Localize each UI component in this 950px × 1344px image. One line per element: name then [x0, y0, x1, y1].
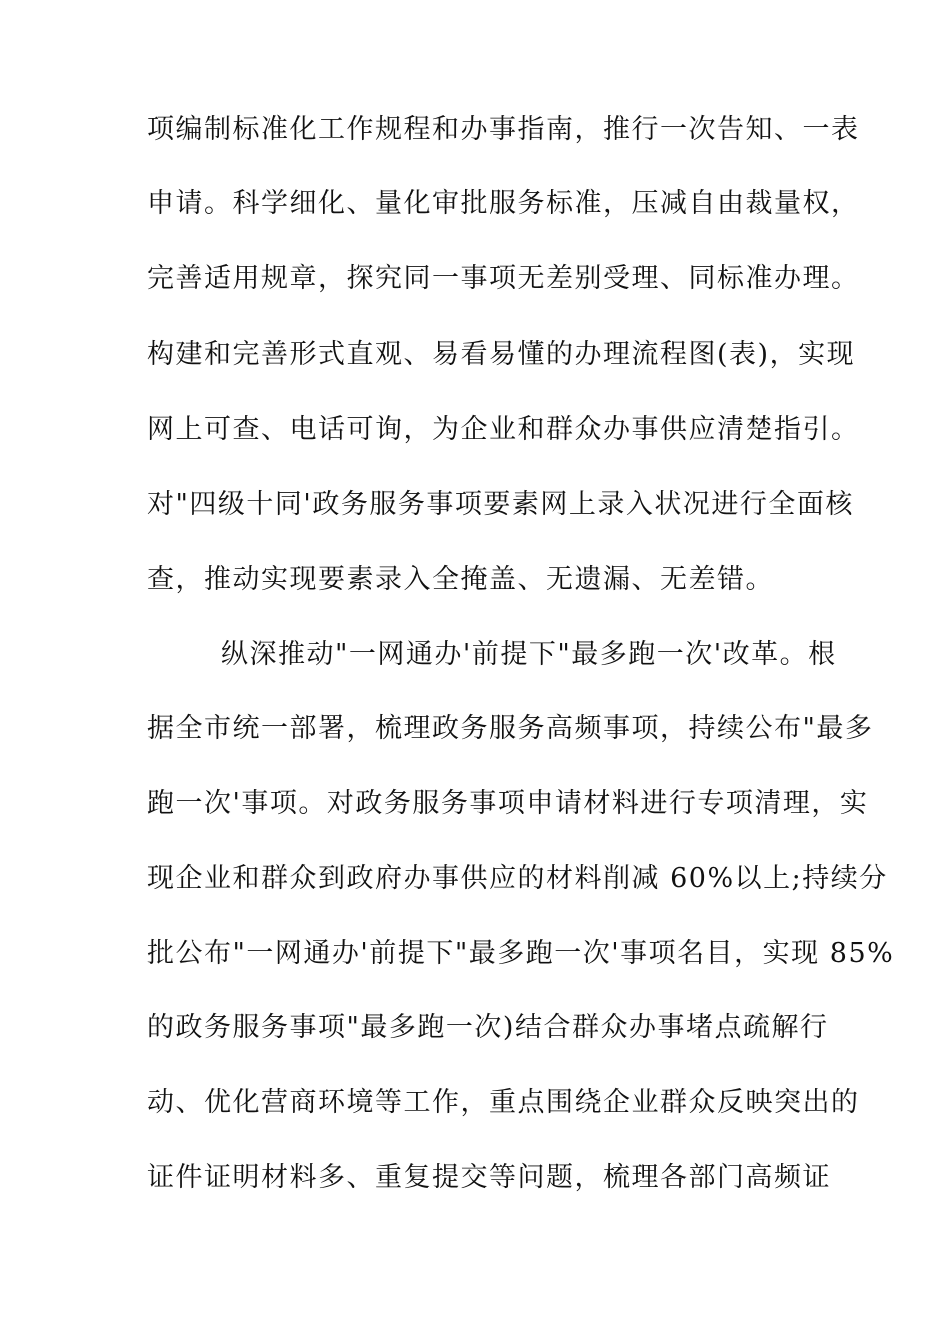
text-line: 网上可查、电话可询，为企业和群众办事供应清楚指引。	[147, 414, 860, 445]
text-line: 查，推动实现要素录入全掩盖、无遗漏、无差错。	[147, 564, 774, 595]
text-line: 据全市统一部署，梳理政务服务高频事项，持续公布"最多	[147, 713, 874, 744]
text-line: 对"四级十同'政务服务事项要素网上录入状况进行全面核	[147, 489, 854, 520]
text-line: 证件证明材料多、重复提交等问题，梳理各部门高频证	[147, 1162, 831, 1193]
paragraph-first-line: 纵深推动"一网通办'前提下"最多跑一次'改革。根	[221, 639, 837, 670]
text-line: 完善适用规章，探究同一事项无差别受理、同标准办理。	[147, 263, 860, 294]
text-line: 项编制标准化工作规程和办事指南，推行一次告知、一表	[147, 114, 860, 145]
text-line: 批公布"一网通办'前提下"最多跑一次'事项名目，实现 85%	[147, 938, 895, 969]
text-line: 申请。科学细化、量化审批服务标准，压减自由裁量权，	[147, 188, 860, 219]
text-line: 构建和完善形式直观、易看易懂的办理流程图(表)，实现	[147, 339, 856, 370]
text-line: 跑一次'事项。对政务服务事项申请材料进行专项清理，实	[147, 788, 869, 819]
text-line: 动、优化营商环境等工作，重点围绕企业群众反映突出的	[147, 1087, 860, 1118]
text-line: 的政务服务事项"最多跑一次)结合群众办事堵点疏解行	[147, 1012, 829, 1043]
text-line: 现企业和群众到政府办事供应的材料削减 60%以上;持续分	[147, 863, 888, 894]
